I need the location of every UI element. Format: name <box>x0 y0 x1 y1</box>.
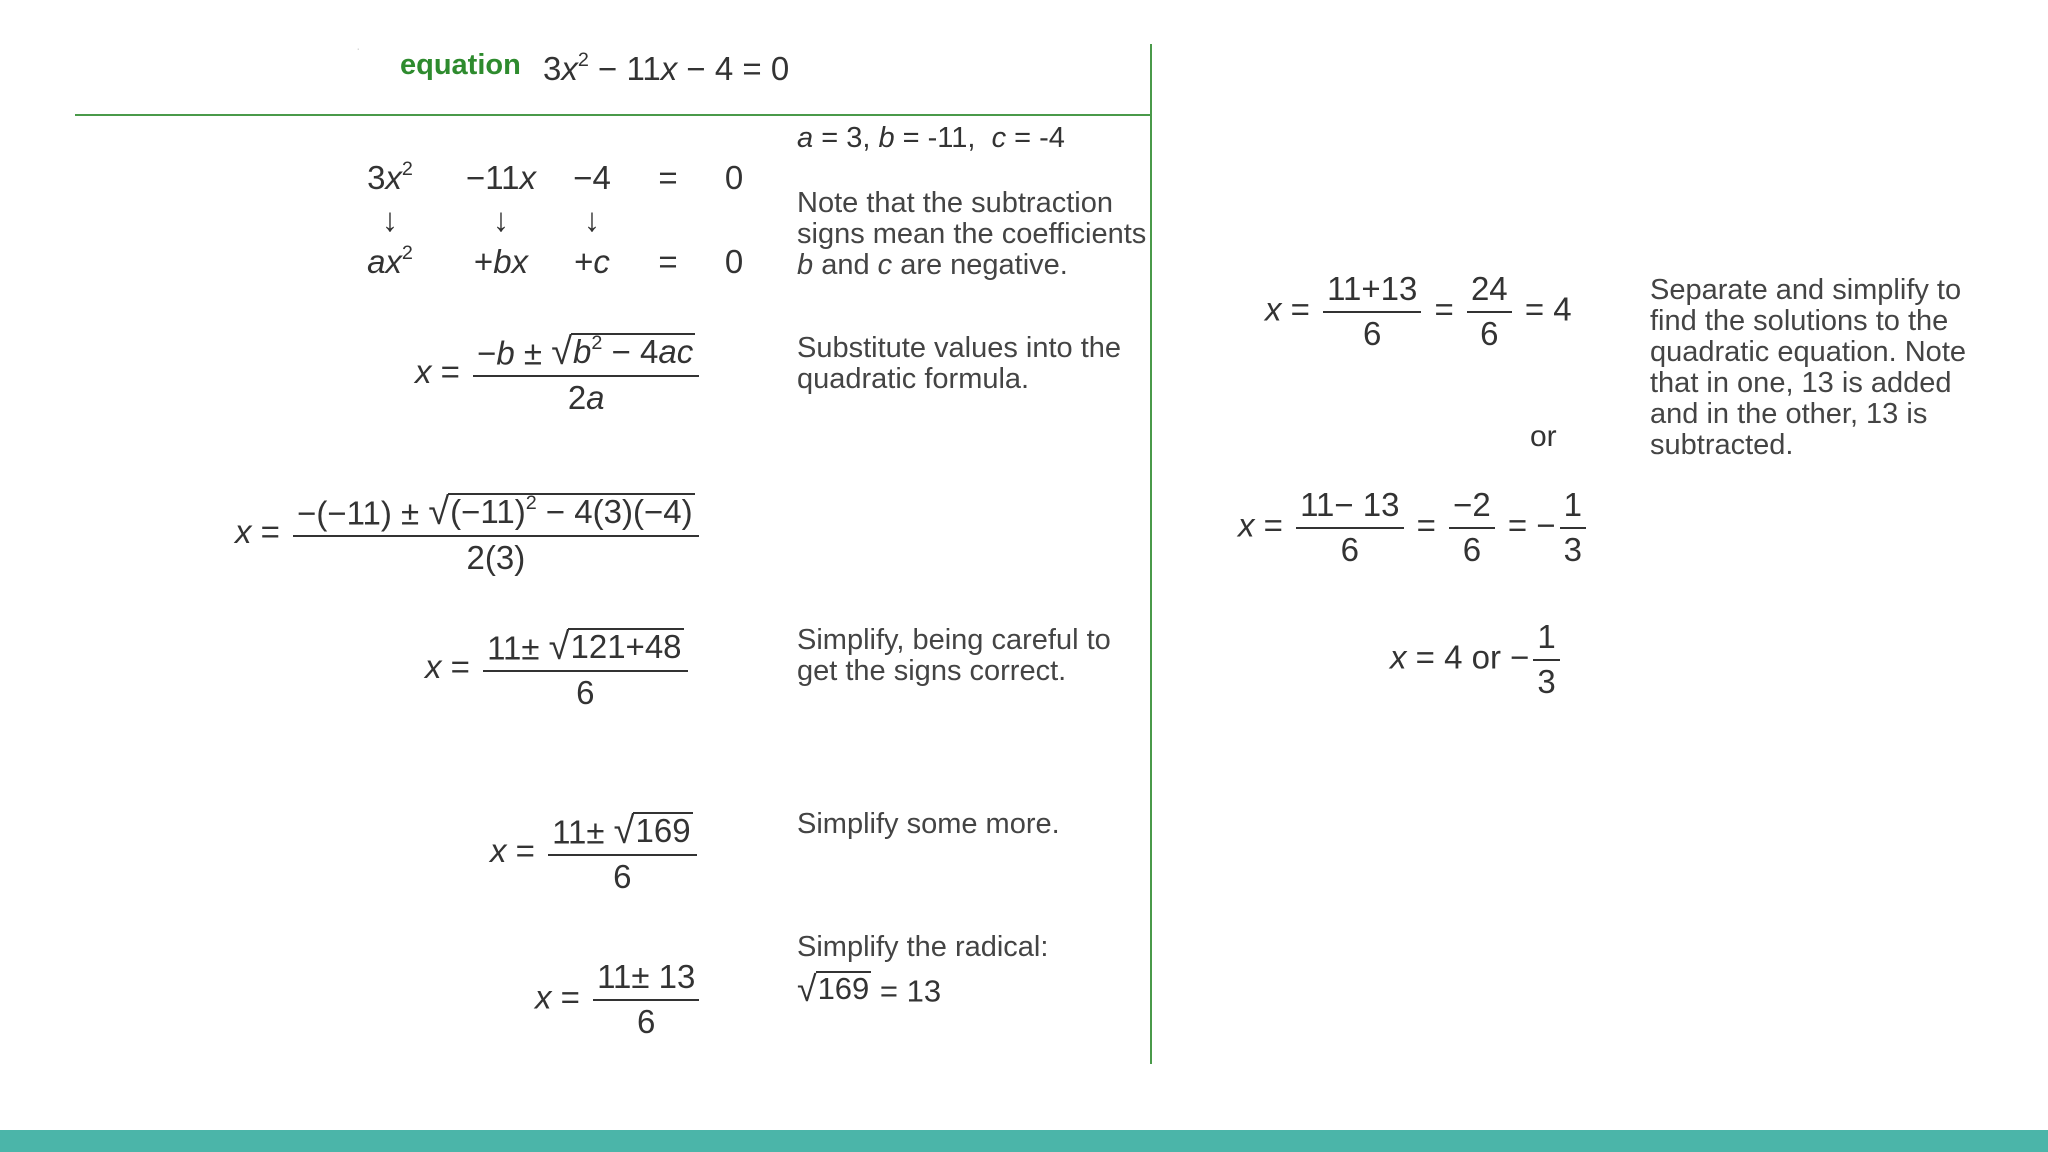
simplified-step-1: x = 11± √ 121+48 6 <box>425 628 692 711</box>
note-substitute: Substitute values into the quadratic formula. <box>797 332 1122 395</box>
note-negative-coefficients: Note that the subtraction signs mean the coefficients b and c are negative. <box>797 187 1147 281</box>
coefficients-line: a = 3, b = -11, c = -4 <box>797 122 1065 154</box>
note-simplify-signs: Simplify, being careful to get the signs correct. <box>797 624 1111 687</box>
solution-minus: x = $\frac{11- 13}{6}$ = $\frac{-2}{6}$ = − $\frac{1}{3}$ <box>1238 488 1590 567</box>
quadratic-formula: x = −b ± √ $b^2 - 4ac$ 2a <box>415 333 703 416</box>
equation-label: equation <box>400 49 521 81</box>
header-rule <box>75 114 1152 116</box>
note-simplify-more: Simplify some more. <box>797 808 1060 840</box>
or-label: or <box>1530 420 1557 453</box>
header-equation: $3x^2 - 11x - 4 = 0$ <box>543 49 790 87</box>
note-simplify-radical-line1: Simplify the radical: <box>797 931 1049 963</box>
standard-form-block: $3x^2$ −11x −4 = 0 ↓ ↓ ↓ $ax^2$ +bx +c = 0 <box>367 158 744 280</box>
substituted-formula: x = −(−11) ± √ $(-11)^2 - 4(3)(-4)$ 2(3) <box>235 493 703 576</box>
footer-bar <box>0 1130 2048 1152</box>
simplified-step-3: x = $\frac{11\pm 13}{6}$ <box>535 960 703 1039</box>
note-simplify-radical <box>797 931 1157 1010</box>
note-separate: Separate and simplify to find the solutions to the quadratic equation. Note that in one, 13 is added and in the other, 13 is subtracted. <box>1650 274 1966 461</box>
simplified-step-2: x = 11± √ 169 6 <box>490 812 701 895</box>
solution-final: x = 4 or − $\frac{1}{3}$ <box>1390 620 1564 699</box>
tiny-mark: · <box>357 46 360 53</box>
solution-plus: x = $\frac{11+13}{6}$ = $\frac{24}{6}$ = 4 <box>1265 270 1572 352</box>
note-simplify-radical-line2: √ 169 = 13 <box>797 969 942 1010</box>
